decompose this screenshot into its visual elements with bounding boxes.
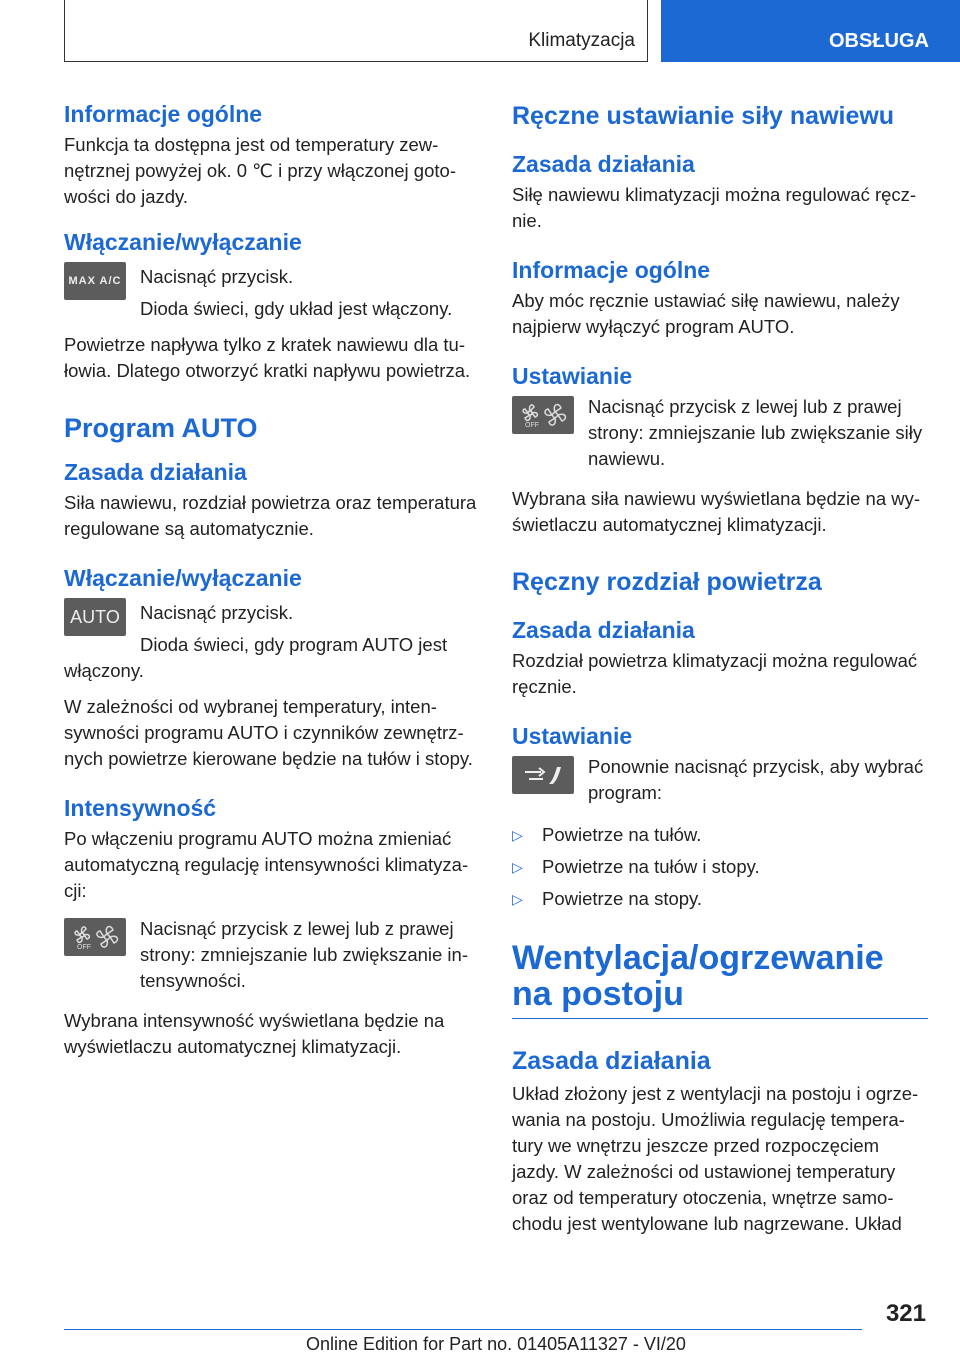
heading-manual-fan: Ręczne ustawianie siły nawiewu bbox=[512, 102, 895, 130]
paragraph-principle: Siłę nawiewu klimatyzacji można regulować ręcznie. bbox=[512, 184, 917, 231]
edition-note: Online Edition for Part no. 01405A11327 - VI/20 bbox=[306, 1334, 686, 1354]
press-text: Ponownie nacisnąć przycisk, aby wybrać program: bbox=[588, 756, 924, 803]
list-item: ▷ Powietrze na stopy. bbox=[512, 886, 928, 912]
heading-air-distribution: Ręczny rozdział powietrza bbox=[512, 568, 822, 596]
list-item: ▷ Powietrze na tułów i stopy. bbox=[512, 854, 928, 880]
page-number: 321 bbox=[885, 1300, 926, 1327]
paragraph-dependency: W zależności od wybranej temperatury, intensywności programu AUTO i czynników zewnętrznych powietrze kierowane będzie na tułów i stopy. bbox=[64, 696, 473, 769]
left-column bbox=[64, 100, 478, 1060]
auto-button-icon: AUTO bbox=[64, 598, 126, 636]
press-text: Nacisnąć przycisk. bbox=[140, 266, 294, 287]
heading-parking-ventilation: Wentylacja/ogrzewanie na postoju bbox=[512, 939, 884, 1013]
heading-setting: Ustawianie bbox=[512, 363, 633, 389]
paragraph-principle: Siła nawiewu, rozdział powietrza oraz temperatura regulowane są automatycznie. bbox=[64, 492, 477, 539]
maxac-button-icon: MAX A/C bbox=[64, 262, 126, 300]
svg-text:OFF: OFF bbox=[77, 944, 91, 951]
header-section-box bbox=[64, 0, 648, 62]
heading-principle: Zasada działania bbox=[64, 459, 247, 485]
paragraph-info: Funkcja ta dostępna jest od temperatury zewnętrznej powyżej ok. 0 ℃ i przy włączonej gotowości do jazdy. bbox=[64, 134, 456, 207]
air-distribution-button-icon bbox=[512, 756, 574, 794]
paragraph-air: Powietrze napływa tylko z kratek nawiewu dla tułowia. Dlatego otworzyć kratki napływu powietrza. bbox=[64, 334, 471, 381]
triangle-bullet-icon: ▷ bbox=[512, 891, 523, 907]
paragraph-intensity: Po włączeniu programu AUTO można zmieniać automatyczną regulację intensywności klimatyzacji: bbox=[64, 828, 469, 901]
paragraph-principle: Rozdział powietrza klimatyzacji można regulować ręcznie. bbox=[512, 650, 918, 697]
distribution-instruction bbox=[512, 754, 928, 814]
program-list bbox=[512, 822, 928, 912]
heading-onoff-maxac: Włączanie/wyłączanie bbox=[64, 229, 302, 255]
paragraph-shown: Wybrana siła nawiewu wyświetlana będzie na wyświetlaczu automatycznej klimatyzacji. bbox=[512, 488, 921, 535]
air-distribution-icon bbox=[519, 762, 567, 788]
fan-instruction bbox=[512, 394, 928, 472]
svg-text:OFF: OFF bbox=[525, 422, 539, 429]
section-title: Klimatyzacja bbox=[528, 30, 635, 51]
heading-intensity: Intensywność bbox=[64, 795, 217, 821]
heading-info: Informacje ogólne bbox=[512, 257, 711, 283]
fan-icon bbox=[515, 399, 571, 431]
heading-principle: Zasada działania bbox=[512, 1047, 711, 1075]
led-text: Dioda świeci, gdy program AUTO jest włączony. bbox=[64, 634, 448, 681]
maxac-instruction bbox=[64, 260, 478, 322]
heading-rule bbox=[512, 1018, 928, 1019]
heading-principle: Zasada działania bbox=[512, 617, 695, 643]
heading-info: Informacje ogólne bbox=[64, 101, 263, 127]
fan-button-icon bbox=[64, 918, 126, 956]
press-text: Nacisnąć przycisk z lewej lub z prawej strony: zmniejszanie lub zwiększanie intensywności. bbox=[140, 918, 469, 991]
intensity-instruction bbox=[64, 916, 478, 994]
press-text: Nacisnąć przycisk z lewej lub z prawej strony: zmniejszanie lub zwiększanie siły nawiewu. bbox=[588, 396, 923, 469]
right-column bbox=[512, 100, 928, 1237]
chapter-tab: OBSŁUGA bbox=[661, 0, 960, 62]
fan-button-icon bbox=[512, 396, 574, 434]
triangle-bullet-icon: ▷ bbox=[512, 827, 523, 843]
paragraph-shown: Wybrana intensywność wyświetlana będzie na wyświetlaczu automatycznej klimatyzacji. bbox=[64, 1010, 445, 1057]
fan-icon bbox=[67, 921, 123, 953]
triangle-bullet-icon: ▷ bbox=[512, 859, 523, 875]
paragraph-info: Aby móc ręcznie ustawiać siłę nawiewu, należy najpierw wyłączyć program AUTO. bbox=[512, 290, 900, 337]
press-text: Nacisnąć przycisk. bbox=[140, 602, 294, 623]
heading-auto-program: Program AUTO bbox=[64, 413, 258, 443]
list-item: ▷ Powietrze na tułów. bbox=[512, 822, 928, 848]
auto-instruction bbox=[64, 596, 478, 684]
paragraph-principle: Układ złożony jest z wentylacji na postoju i ogrzewania na postoju. Umożliwia regulację temperatury we wnętrzu jeszcze przed rozpoczęciem jazdy. W zależności od ustawionej temperatury oraz od temperatury otoczenia, wnętrze samochodu jest wentylowane lub nagrzewane. Układ bbox=[512, 1083, 919, 1234]
footer-rule bbox=[64, 1329, 862, 1330]
led-text: Dioda świeci, gdy układ jest włączony. bbox=[140, 298, 453, 319]
heading-principle: Zasada działania bbox=[512, 151, 695, 177]
heading-setting: Ustawianie bbox=[512, 723, 633, 749]
heading-onoff-auto: Włączanie/wyłączanie bbox=[64, 565, 302, 591]
